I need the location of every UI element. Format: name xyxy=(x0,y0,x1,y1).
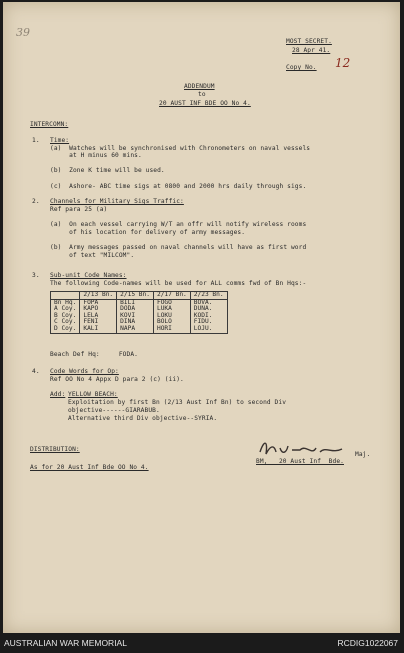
section-2-a-line1: (a) On each vessel carrying W/T an offr will notify wireless rooms xyxy=(50,221,307,228)
table-cell: KAPO xyxy=(80,306,117,313)
table-cell: B Coy. xyxy=(54,311,77,319)
distribution-heading: DISTRIBUTION: xyxy=(30,446,80,453)
table-cell: C Coy. xyxy=(54,318,77,326)
table-cell: KOVI xyxy=(117,313,154,320)
table-cell: BOLO xyxy=(153,319,190,326)
section-intercomn: INTERCOMN: xyxy=(30,121,69,128)
table-cell: LELA xyxy=(80,313,117,320)
section-2-heading: Channels for Military Sigs Traffic: xyxy=(50,198,184,205)
section-4-number: 4. xyxy=(32,368,40,375)
table-cell: KODI. xyxy=(190,313,227,320)
table-cell: FOGO xyxy=(153,299,190,306)
code-names-table xyxy=(50,291,228,334)
table-cell: HORI xyxy=(153,326,190,333)
code-table-header-cell: 2/15 Bn. xyxy=(117,292,154,300)
table-cell: DUNA. xyxy=(190,306,227,313)
pencil-annotation: 39 xyxy=(16,26,30,39)
code-table-header-cell: 2/17 Bn. xyxy=(153,292,190,300)
archive-credit: AUSTRALIAN WAR MEMORIAL xyxy=(4,638,127,648)
section-4-add-label: Add: xyxy=(50,391,66,398)
table-cell: LUKA xyxy=(153,306,190,313)
title-to: to xyxy=(198,91,206,98)
section-1-c: (c) Ashore- ABC time sigs at 0800 and 2000 hrs daily through sigs. xyxy=(50,183,307,190)
section-1-number: 1. xyxy=(32,137,40,144)
section-2-number: 2. xyxy=(32,198,40,205)
distribution-text: As for 20 Aust Inf Bde OO No 4. xyxy=(30,464,149,471)
section-4-exploitation-line3: Alternative third Div objective--SYRIA. xyxy=(68,415,218,422)
section-1-heading: Time: xyxy=(50,137,70,144)
archive-reference: RCDIG1022067 xyxy=(337,638,398,648)
section-4-exploitation-line1: Exploitation by first Bn (2/13 Aust Inf Bn) to second Div xyxy=(68,399,287,406)
code-table-header-cell xyxy=(51,292,80,300)
section-4-heading: Code Words for Op: xyxy=(50,368,119,375)
table-cell: KALI xyxy=(80,326,117,333)
table-cell: FIDU. xyxy=(190,319,227,326)
table-cell: LOKU xyxy=(153,313,190,320)
document-date: 28 Apr 41. xyxy=(292,47,331,54)
title-order-ref: 20 AUST INF BDE OO No 4. xyxy=(159,100,251,107)
table-cell: A Coy. xyxy=(54,305,77,313)
code-table-header-cell: 2/23 Bn. xyxy=(190,292,227,300)
section-1-a-line1: (a) Watches will be synchronised with Chronometers on naval vessels xyxy=(50,145,311,152)
classification-marking: MOST SECRET. xyxy=(286,38,332,45)
table-cell: DINA xyxy=(117,319,154,326)
section-3-number: 3. xyxy=(32,272,40,279)
table-cell: D Coy. xyxy=(54,324,77,332)
section-2-b-line2: of text "MILCOM". xyxy=(50,252,135,259)
copy-number: 12 xyxy=(335,56,351,70)
section-4-exploitation-line2: objective------GIARABUB. xyxy=(68,407,160,414)
table-cell: NAPA xyxy=(117,326,154,333)
table-cell: FOPA xyxy=(80,299,117,306)
section-2-b-line1: (b) Army messages passed on naval channels will have as first word xyxy=(50,244,307,251)
beach-def-hq: Beach Def Hq: FODA. xyxy=(50,351,138,358)
table-row xyxy=(51,326,228,333)
section-1-a-line2: at H minus 60 mins. xyxy=(50,152,142,159)
section-3-intro: The following Code-names will be used for ALL comms fwd of Bn Hqs:- xyxy=(50,280,307,287)
table-cell: DODA xyxy=(117,306,154,313)
section-4-yellow-beach: YELLOW BEACH: xyxy=(68,391,118,398)
signatory-appointment: BM, 20 Aust Inf Bde. xyxy=(256,458,344,465)
section-2-a-line2: of his location for delivery of army messages. xyxy=(50,229,246,236)
section-4-ref: Ref OO No 4 Appx D para 2 (c) (ii). xyxy=(50,376,184,383)
signature-scribble-icon xyxy=(256,438,346,460)
code-table-header-row xyxy=(51,292,228,300)
section-2-ref: Ref para 25 (a) xyxy=(50,206,108,213)
table-cell: LOJU. xyxy=(190,326,227,333)
table-cell: Bn Hq. xyxy=(54,298,77,306)
table-cell: FENI xyxy=(80,319,117,326)
signatory-rank: Maj. xyxy=(355,451,371,458)
table-cell: BOVA. xyxy=(190,299,227,306)
section-3-heading: Sub-unit Code Names: xyxy=(50,272,127,279)
title-addendum: ADDENDUM xyxy=(184,83,215,90)
section-1-b: (b) Zone K time will be used. xyxy=(50,167,165,174)
table-cell: BILI xyxy=(117,299,154,306)
code-table-header-cell: 2/13 Bn. xyxy=(80,292,117,300)
copy-label: Copy No. xyxy=(286,64,317,71)
